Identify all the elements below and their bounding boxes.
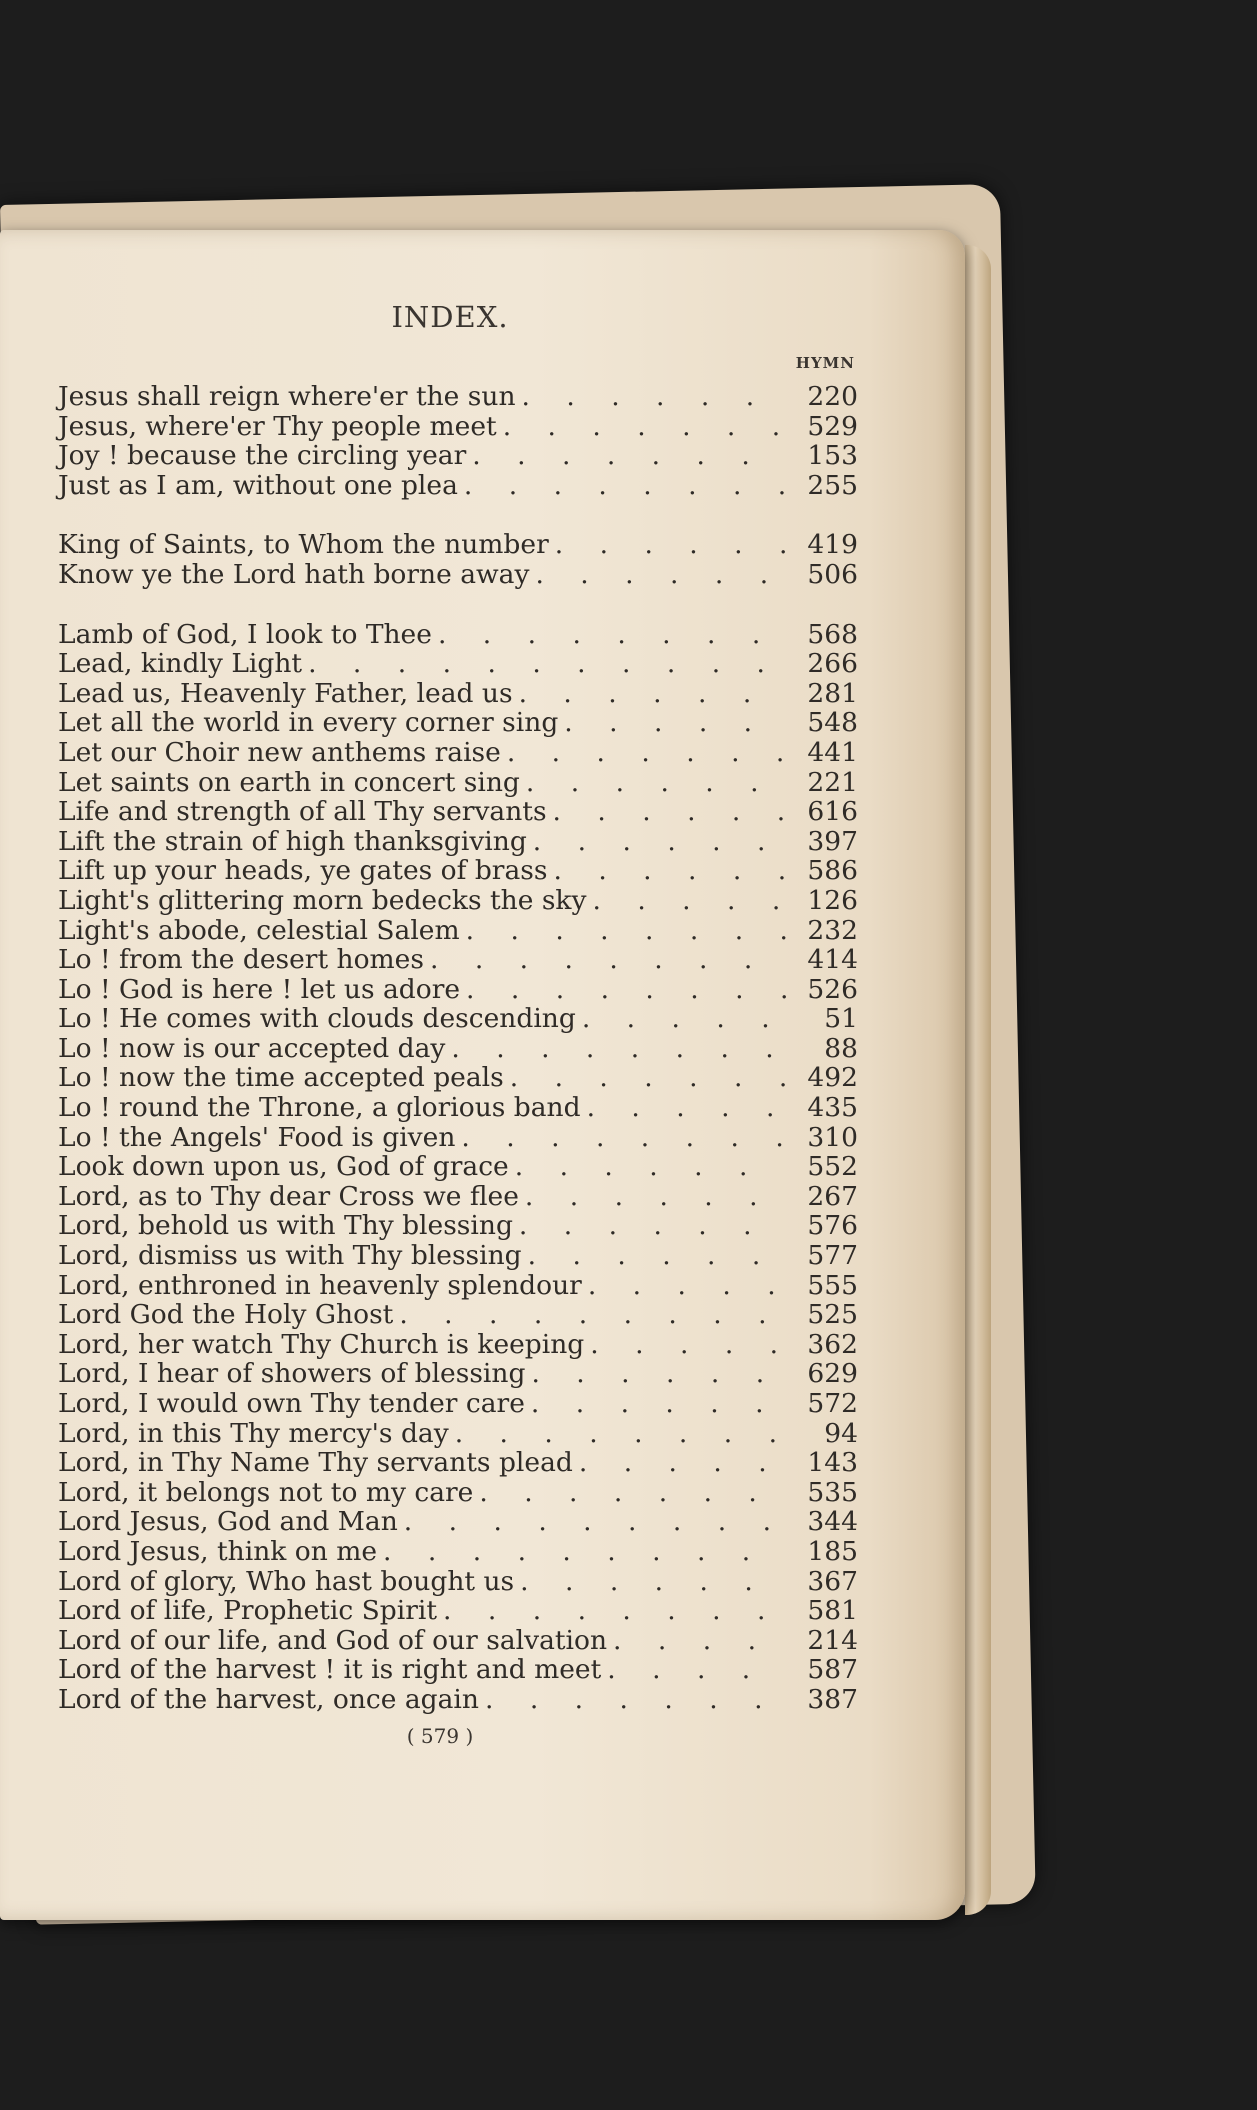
- dot-leader: [503, 412, 786, 442]
- index-entry: [58, 1359, 858, 1389]
- dot-leader: [519, 1211, 786, 1241]
- index-entry: [58, 1211, 858, 1241]
- index-entry: [58, 1034, 858, 1064]
- dot-leader: [526, 768, 786, 798]
- hymn-number: 492: [807, 1062, 858, 1094]
- dot-leader: [564, 708, 786, 738]
- hymn-number: 435: [807, 1092, 858, 1124]
- hymn-first-line: Lo ! now is our accepted day: [58, 1032, 446, 1064]
- hymn-number: 548: [807, 707, 858, 739]
- hymn-first-line: Light's glittering morn bedecks the sky: [58, 884, 587, 916]
- dot-leader: [472, 441, 786, 471]
- hymn-number: 51: [824, 1003, 858, 1035]
- index-entry: [58, 1300, 858, 1330]
- dot-leader: [464, 471, 786, 501]
- hymn-number: 126: [807, 884, 858, 916]
- hymn-number: 526: [807, 973, 858, 1005]
- hymn-number: 414: [807, 944, 858, 976]
- hymn-first-line: Lead, kindly Light: [58, 648, 303, 680]
- hymn-number: 221: [807, 766, 858, 798]
- hymn-number: 266: [807, 648, 858, 680]
- hymn-first-line: Jesus, where'er Thy people meet: [58, 410, 497, 442]
- dot-leader: [555, 530, 786, 560]
- index-entry: [58, 441, 858, 471]
- hymn-first-line: Lord Jesus, God and Man: [58, 1506, 398, 1538]
- hymn-first-line: Lo ! God is here ! let us adore: [58, 973, 461, 1005]
- hymn-number: 397: [807, 825, 858, 857]
- hymn-first-line: Lord Jesus, think on me: [58, 1535, 378, 1567]
- hymn-number: 535: [807, 1476, 858, 1508]
- hymn-number: 419: [807, 529, 858, 561]
- dot-leader: [533, 827, 786, 857]
- hymn-number: 525: [807, 1299, 858, 1331]
- index-entry: [58, 1123, 858, 1153]
- dot-leader: [592, 886, 786, 916]
- dot-leader: [461, 1123, 786, 1153]
- dot-leader: [587, 1093, 786, 1123]
- hymn-first-line: Lord, I would own Thy tender care: [58, 1388, 525, 1419]
- dot-leader: [451, 1034, 786, 1064]
- hymn-first-line: Lift up your heads, ye gates of brass: [58, 855, 548, 887]
- hymn-first-line: Let all the world in every corner sing: [58, 707, 559, 739]
- index-entry: [58, 679, 858, 709]
- index-entry: [58, 1330, 858, 1360]
- hymn-number: 267: [807, 1180, 858, 1212]
- hymn-number: 281: [807, 677, 858, 709]
- index-entry: [58, 886, 858, 916]
- hymn-first-line: Lord, it belongs not to my care: [58, 1476, 474, 1508]
- hymn-first-line: Lo ! the Angels' Food is given: [58, 1121, 456, 1153]
- index-entry: [58, 1271, 858, 1301]
- dot-leader: [443, 1596, 786, 1626]
- dot-leader: [588, 1271, 786, 1301]
- hymn-first-line: Lord, behold us with Thy blessing: [58, 1210, 513, 1242]
- index-entry: [58, 1655, 858, 1685]
- hymn-first-line: Lord, I hear of showers of blessing: [58, 1358, 526, 1390]
- hymn-first-line: Lord of glory, Who hast bought us: [58, 1565, 515, 1597]
- hymn-number: 577: [807, 1240, 858, 1272]
- hymn-number: 586: [807, 855, 858, 887]
- index-entry: [58, 382, 858, 412]
- dot-leader: [607, 1655, 786, 1685]
- hymn-number: 88: [824, 1032, 858, 1064]
- page-title: INDEX.: [391, 300, 509, 334]
- index-group: [58, 620, 858, 1715]
- index-entry: [58, 560, 858, 590]
- hymn-number: 555: [807, 1269, 858, 1301]
- index-group: [58, 530, 858, 589]
- index-entry: [58, 945, 858, 975]
- index-entry: [58, 1182, 858, 1212]
- hymn-first-line: Light's abode, celestial Salem: [58, 914, 460, 946]
- hymn-first-line: Lord, dismiss us with Thy blessing: [58, 1240, 522, 1272]
- dot-leader: [466, 975, 786, 1005]
- dot-leader: [383, 1537, 786, 1567]
- index-entry: [58, 1004, 858, 1034]
- hymn-number: 255: [807, 469, 858, 501]
- index-entry: [58, 797, 858, 827]
- hymn-first-line: Just as I am, without one plea: [58, 469, 458, 501]
- hymn-first-line: Lord, enthroned in heavenly splendour: [58, 1269, 582, 1301]
- hymn-first-line: King of Saints, to Whom the number: [58, 529, 549, 561]
- hymn-first-line: Look down upon us, God of grace: [58, 1151, 509, 1183]
- index-entry: [58, 1448, 858, 1478]
- dot-leader: [535, 560, 786, 590]
- index-entry: [58, 1626, 858, 1656]
- hymn-first-line: Let our Choir new anthems raise: [58, 736, 501, 768]
- hymn-first-line: Lord, as to Thy dear Cross we flee: [58, 1180, 519, 1212]
- dot-leader: [510, 1063, 786, 1093]
- index-entry: [58, 768, 858, 798]
- hymn-first-line: Lord, in Thy Name Thy servants plead: [58, 1447, 573, 1479]
- index-entry: [58, 827, 858, 857]
- dot-leader: [525, 1182, 786, 1212]
- hymn-first-line: Lamb of God, I look to Thee: [58, 618, 432, 650]
- dot-leader: [553, 797, 786, 827]
- hymn-first-line: Lord, her watch Thy Church is keeping: [58, 1328, 585, 1360]
- hymn-first-line: Lord, in this Thy mercy's day: [58, 1417, 449, 1449]
- hymn-number: 214: [807, 1624, 858, 1656]
- index-entry: [58, 738, 858, 768]
- dot-leader: [579, 1448, 786, 1478]
- index-entry: [58, 1685, 858, 1715]
- hymn-number: 367: [807, 1565, 858, 1597]
- hymn-first-line: Let saints on earth in concert sing: [58, 766, 520, 798]
- dot-leader: [582, 1004, 786, 1034]
- hymn-number: 143: [807, 1447, 858, 1479]
- index-entry: [58, 1478, 858, 1508]
- dot-leader: [613, 1626, 786, 1656]
- dot-leader: [466, 916, 786, 946]
- dot-leader: [520, 1567, 786, 1597]
- index-entry: [58, 856, 858, 886]
- hymn-number: 387: [807, 1683, 858, 1715]
- hymn-first-line: Lord of the harvest, once again: [58, 1683, 479, 1715]
- dot-leader: [485, 1685, 786, 1715]
- hymn-number: 587: [807, 1654, 858, 1686]
- hymn-number: 220: [807, 381, 858, 412]
- hymn-first-line: Lo ! from the desert homes: [58, 944, 424, 976]
- hymn-first-line: Lo ! round the Throne, a glorious band: [58, 1092, 581, 1124]
- index-entry: [58, 708, 858, 738]
- index-entry: [58, 1567, 858, 1597]
- index-entry: [58, 1537, 858, 1567]
- hymn-first-line: Jesus shall reign where'er the sun: [58, 381, 516, 412]
- index-entry: [58, 1093, 858, 1123]
- dot-leader: [507, 738, 786, 768]
- dot-leader: [515, 1152, 786, 1182]
- hymn-first-line: Lord of our life, and God of our salvation: [58, 1624, 608, 1656]
- hymn-number: 576: [807, 1210, 858, 1242]
- hymn-first-line: Lord of the harvest ! it is right and meet: [58, 1654, 602, 1686]
- dot-leader: [522, 382, 786, 412]
- index-entry: [58, 412, 858, 442]
- hymn-number: 362: [807, 1328, 858, 1360]
- hymn-number: 185: [807, 1535, 858, 1567]
- hymn-number: 572: [807, 1388, 858, 1419]
- dot-leader: [553, 856, 786, 886]
- hymn-number: 506: [807, 558, 858, 590]
- hymn-first-line: Lord God the Holy Ghost: [58, 1299, 394, 1331]
- hymn-first-line: Lead us, Heavenly Father, lead us: [58, 677, 513, 709]
- dot-leader: [430, 945, 786, 975]
- hymn-first-line: Lift the strain of high thanksgiving: [58, 825, 527, 857]
- hymn-first-line: Lo ! now the time accepted peals: [58, 1062, 504, 1094]
- index-entry: [58, 530, 858, 560]
- hymn-number: 94: [824, 1417, 858, 1449]
- index-entry: [58, 1152, 858, 1182]
- dot-leader: [438, 620, 786, 650]
- hymn-number: 529: [807, 410, 858, 442]
- index-entry: [58, 649, 858, 679]
- page-number: ( 579 ): [406, 1724, 474, 1748]
- hymn-first-line: Life and strength of all Thy servants: [58, 796, 547, 828]
- hymn-number: 568: [807, 618, 858, 650]
- index-entry: [58, 1063, 858, 1093]
- hymn-first-line: Know ye the Lord hath borne away: [58, 558, 530, 590]
- hymn-first-line: Joy ! because the circling year: [58, 440, 467, 472]
- page-edges: [965, 245, 991, 1915]
- dot-leader: [479, 1478, 786, 1508]
- index-entry: [58, 1241, 858, 1271]
- hymn-column-header: HYMN: [795, 354, 855, 372]
- index-entry: [58, 1419, 858, 1449]
- hymn-number: 441: [807, 736, 858, 768]
- hymn-number: 344: [807, 1506, 858, 1538]
- dot-leader: [404, 1507, 786, 1537]
- hymn-number: 153: [807, 440, 858, 472]
- hymn-first-line: Lo ! He comes with clouds descending: [58, 1003, 576, 1035]
- index-entry: [58, 1596, 858, 1626]
- index-entry: [58, 1507, 858, 1537]
- dot-leader: [519, 679, 786, 709]
- dot-leader: [590, 1330, 786, 1360]
- dot-leader: [531, 1359, 786, 1389]
- dot-leader: [528, 1241, 786, 1271]
- dot-leader: [308, 649, 786, 679]
- hymn-number: 616: [807, 796, 858, 828]
- index-entry: [58, 620, 858, 650]
- index-entry: [58, 471, 858, 501]
- hymn-number: 581: [807, 1595, 858, 1627]
- index-entry: [58, 916, 858, 946]
- index-group: [58, 382, 858, 500]
- dot-leader: [531, 1389, 786, 1419]
- index-entry: [58, 1389, 858, 1419]
- dot-leader: [455, 1419, 786, 1449]
- index-entries: [58, 382, 858, 1745]
- hymn-number: 629: [807, 1358, 858, 1390]
- hymn-number: 232: [807, 914, 858, 946]
- dot-leader: [399, 1300, 786, 1330]
- hymn-number: 310: [807, 1121, 858, 1153]
- index-entry: [58, 975, 858, 1005]
- hymn-first-line: Lord of life, Prophetic Spirit: [58, 1595, 438, 1627]
- hymn-number: 552: [807, 1151, 858, 1183]
